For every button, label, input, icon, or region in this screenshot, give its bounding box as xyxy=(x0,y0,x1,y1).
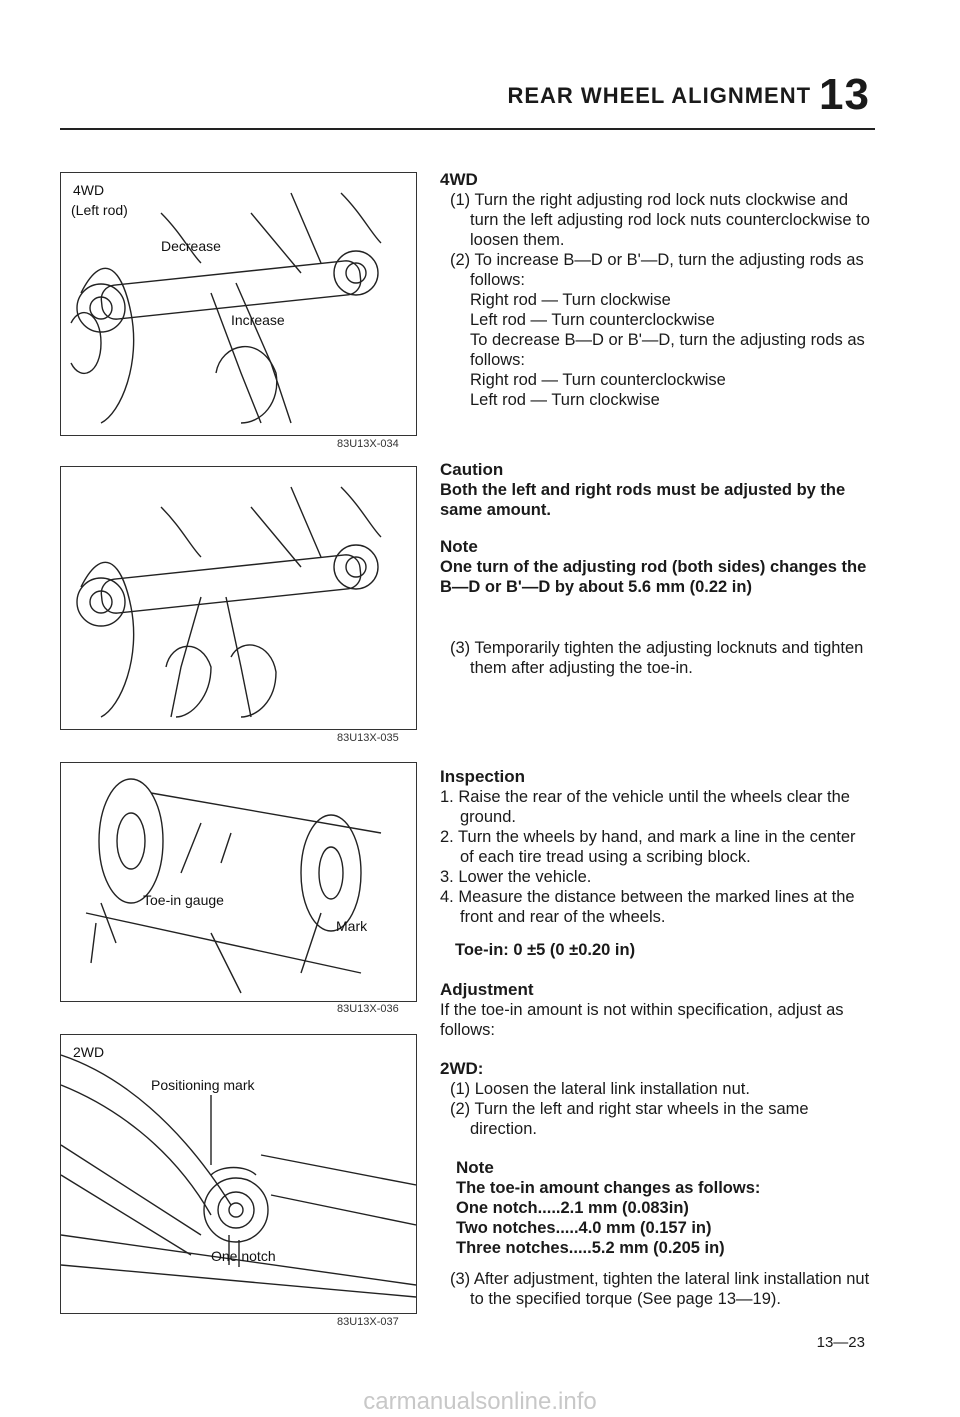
page-number: 13—23 xyxy=(816,1334,865,1351)
figure-toe-in-gauge-illustration xyxy=(61,763,416,1001)
section-4wd xyxy=(440,170,870,410)
toe-in-spec-block xyxy=(455,940,885,960)
step-2wd-3-block xyxy=(440,1269,870,1309)
note2-line-4: Three notches.....5.2 mm (0.205 in) xyxy=(456,1239,725,1257)
inspection-step-1: 1. Raise the rear of the vehicle until the wheels clear the ground. xyxy=(440,788,850,826)
note2-line-1: The toe-in amount changes as follows: xyxy=(456,1179,761,1197)
section-2wd xyxy=(440,1059,870,1139)
figure-4wd-left-rod-illustration xyxy=(61,173,416,435)
adjustment-title: Adjustment xyxy=(440,980,534,999)
caution-title: Caution xyxy=(440,460,504,479)
note-block-2 xyxy=(456,1158,870,1258)
adjustment-text: If the toe-in amount is not within specification, adjust as follows: xyxy=(440,1001,844,1039)
section-number: 13 xyxy=(819,70,870,119)
figure-2wd-star-wheel xyxy=(60,1034,417,1314)
header-title: REAR WHEEL ALIGNMENT xyxy=(507,83,812,108)
inspection-step-3: 3. Lower the vehicle. xyxy=(440,868,592,886)
fig1-label-left-rod: (Left rod) xyxy=(71,202,128,218)
figure-4wd-both-rods xyxy=(60,466,417,730)
step-4wd-2b: Left rod — Turn counterclockwise xyxy=(470,311,715,329)
step-4wd-2e: Left rod — Turn clockwise xyxy=(470,391,660,409)
figure-2wd-star-wheel-illustration xyxy=(61,1035,416,1313)
step-4wd-2a: Right rod — Turn clockwise xyxy=(470,291,671,309)
note2-line-2: One notch.....2.1 mm (0.083in) xyxy=(456,1199,689,1217)
fig3-label-toe-in-gauge: Toe-in gauge xyxy=(143,892,224,908)
header-rule xyxy=(60,128,875,130)
step-2wd-1: (1) Loosen the lateral link installation nut. xyxy=(450,1080,750,1098)
figure-code: 83U13X-035 xyxy=(337,732,399,744)
note1-title: Note xyxy=(440,537,478,556)
inspection-title: Inspection xyxy=(440,767,526,786)
fig1-label-decrease: Decrease xyxy=(161,238,221,254)
figure-4wd-both-rods-illustration xyxy=(61,467,416,729)
section-2wd-title: 2WD: xyxy=(440,1059,484,1078)
fig3-label-mark: Mark xyxy=(336,918,368,934)
section-4wd-title: 4WD xyxy=(440,170,478,189)
figure-toe-in-gauge xyxy=(60,762,417,1002)
toe-in-spec: Toe-in: 0 ±5 (0 ±0.20 in) xyxy=(455,941,636,959)
fig4-label-one-notch: One notch xyxy=(211,1248,276,1264)
step-4wd-2: (2) To increase B—D or B'—D, turn the adjusting rods as follows: xyxy=(450,251,864,289)
step-4wd-2d: Right rod — Turn counterclockwise xyxy=(470,371,726,389)
fig4-label-positioning-mark: Positioning mark xyxy=(151,1077,255,1093)
section-adjustment xyxy=(440,980,870,1040)
page-header xyxy=(507,70,870,120)
step-4wd-2c: To decrease B—D or B'—D, turn the adjusting rods as follows: xyxy=(470,331,865,369)
inspection-step-4: 4. Measure the distance between the marked lines at the front and rear of the wheels. xyxy=(440,888,855,926)
note-block-1 xyxy=(440,537,870,597)
section-inspection xyxy=(440,767,870,927)
figure-code: 83U13X-036 xyxy=(337,1003,399,1015)
figure-code: 83U13X-034 xyxy=(337,438,399,450)
step-4wd-3-block xyxy=(440,638,870,678)
fig4-label-2wd: 2WD xyxy=(73,1044,105,1060)
caution-text: Both the left and right rods must be adjusted by the same amount. xyxy=(440,481,846,519)
step-2wd-2: (2) Turn the left and right star wheels in the same direction. xyxy=(450,1100,809,1138)
note2-line-3: Two notches.....4.0 mm (0.157 in) xyxy=(456,1219,712,1237)
fig1-label-4wd: 4WD xyxy=(73,182,105,198)
step-2wd-3: (3) After adjustment, tighten the lateral link installation nut to the specified torque (See page 13—19). xyxy=(450,1270,870,1308)
step-4wd-1: (1) Turn the right adjusting rod lock nuts clockwise and turn the left adjusting rod lock nuts counterclockwise to loosen them. xyxy=(450,191,870,249)
note1-text: One turn of the adjusting rod (both sides) changes the B—D or B'—D by about 5.6 mm (0.22 in) xyxy=(440,558,867,596)
note2-title: Note xyxy=(456,1158,494,1177)
fig1-label-increase: Increase xyxy=(231,312,285,328)
inspection-step-2: 2. Turn the wheels by hand, and mark a line in the center of each tire tread using a scribing block. xyxy=(440,828,856,866)
step-4wd-3: (3) Temporarily tighten the adjusting locknuts and tighten them after adjusting the toe-in. xyxy=(450,639,864,677)
caution-block xyxy=(440,460,870,520)
watermark: carmanualsonline.info xyxy=(363,1388,597,1415)
figure-4wd-left-rod xyxy=(60,172,417,436)
figure-code: 83U13X-037 xyxy=(337,1316,399,1328)
